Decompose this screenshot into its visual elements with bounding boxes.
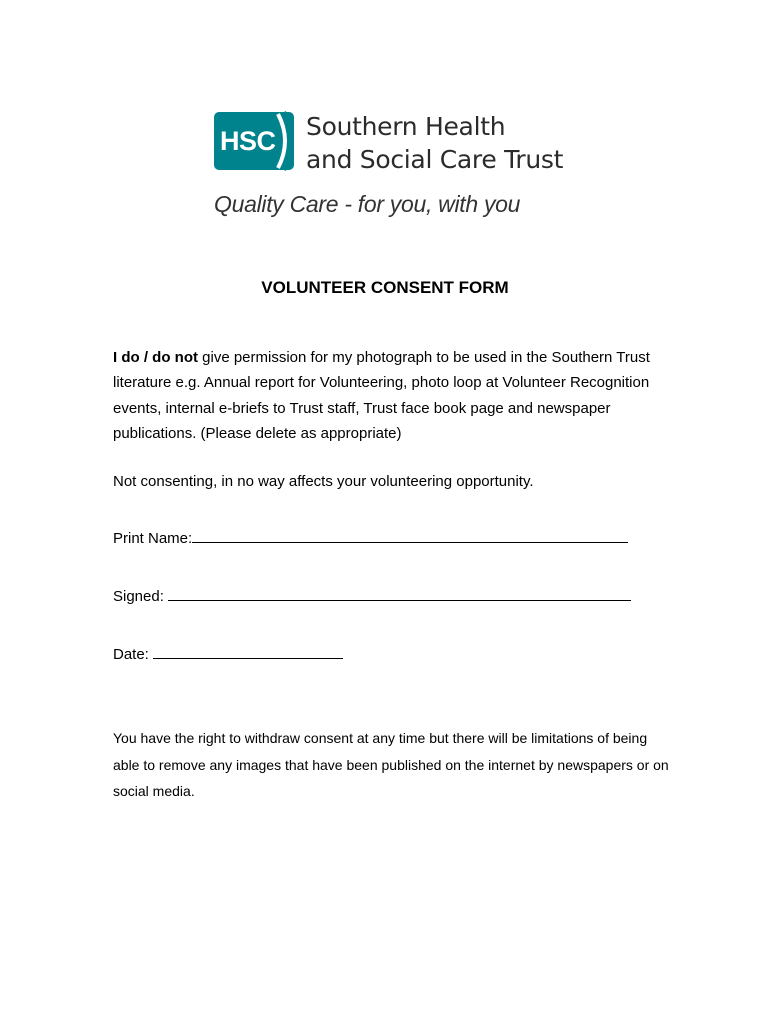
- form-title: VOLUNTEER CONSENT FORM: [261, 278, 509, 297]
- swoosh-icon: [272, 110, 300, 172]
- print-name-field: [113, 526, 628, 547]
- hsc-logo-text: HSC: [220, 126, 276, 156]
- trust-logo: [214, 110, 564, 174]
- print-name-line[interactable]: [192, 526, 628, 543]
- consent-text: give permission for my photograph to be used in the Southern Trust literature e.g. Annual report for Volunteering, photo loop at Volunteer Recognition events, internal e-briefs to Trust staff, Trust face book page and newspaper publications. (Please delete as appropriate): [113, 349, 650, 442]
- signature-line[interactable]: [168, 584, 631, 601]
- org-name-line1: Southern Health: [306, 112, 506, 141]
- org-name-line2: and Social Care Trust: [306, 145, 564, 174]
- date-field: [113, 642, 343, 663]
- consent-paragraph: [113, 345, 673, 446]
- date-label: Date:: [113, 646, 154, 663]
- consent-choice: I do / do not: [113, 349, 198, 366]
- tagline: Quality Care - for you, with you: [214, 191, 521, 217]
- withdraw-notice: You have the right to withdraw consent at any time but there will be limitations of being able to remove any images that have been published on the internet by newspapers or on social media.: [113, 730, 669, 800]
- signed-field: [113, 584, 631, 605]
- date-line[interactable]: [153, 642, 343, 659]
- consent-note: Not consenting, in no way affects your volunteering opportunity.: [113, 473, 534, 490]
- organisation-name: [306, 110, 563, 176]
- signed-label: Signed:: [113, 588, 169, 605]
- print-name-label: Print Name:: [113, 530, 193, 547]
